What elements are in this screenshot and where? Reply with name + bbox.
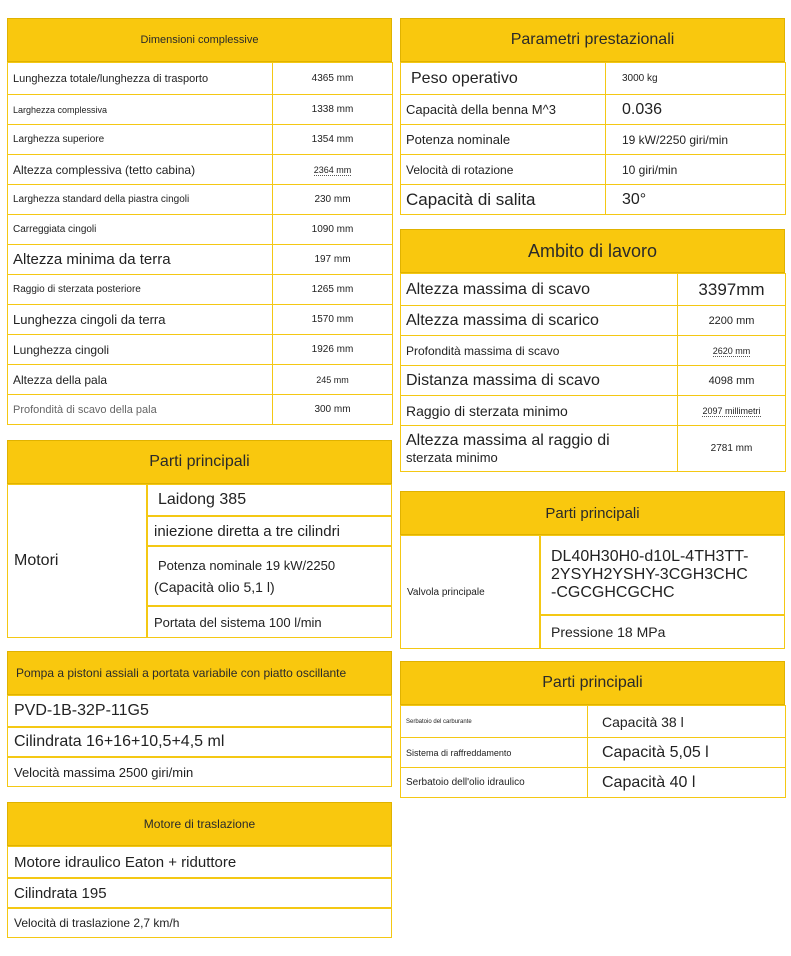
row-value: 1570 mm [273, 305, 393, 335]
parti-motori-panel [7, 440, 392, 638]
row-label: Peso operativo [401, 63, 606, 95]
row-label: Altezza massima di scavo [401, 274, 678, 306]
row-value: 300 mm [273, 395, 393, 425]
traslazione-item: Cilindrata 195 [7, 878, 392, 908]
row-value: 1265 mm [273, 275, 393, 305]
row-value: 0.036 [606, 95, 786, 125]
table-row [401, 336, 786, 366]
dimensioni-table [7, 62, 393, 425]
table-row [401, 706, 786, 738]
table-row [8, 185, 393, 215]
motori-item: Potenza nominale 19 kW/2250 [158, 557, 336, 573]
row-label: Carreggiata cingoli [8, 215, 273, 245]
pompa-item: Velocità massima 2500 giri/min [7, 757, 392, 787]
table-row [8, 245, 393, 275]
traslazione-item: Motore idraulico Eaton + riduttore [7, 846, 392, 878]
row-label: Lunghezza totale/lunghezza di trasporto [8, 63, 273, 95]
row-label: Altezza della pala [8, 365, 273, 395]
table-row [8, 275, 393, 305]
row-label: Lunghezza cingoli da terra [8, 305, 273, 335]
row-value: 3397mm [678, 274, 786, 306]
motori-item: Portata del sistema 100 l/min [147, 606, 392, 638]
row-label-line1: Altezza massima al raggio di [406, 432, 610, 449]
row-value: 245 mm [273, 365, 393, 395]
row-label: Raggio di sterzata minimo [401, 396, 678, 426]
ambito-table [400, 273, 786, 472]
row-value: 1090 mm [273, 215, 393, 245]
parti-valvola-panel [400, 491, 785, 649]
table-row [401, 63, 786, 95]
table-row [401, 155, 786, 185]
parti-serbatoi-panel [400, 661, 785, 798]
row-label: Larghezza standard della piastra cingoli [8, 185, 273, 215]
motori-item: Laidong 385 [147, 484, 392, 516]
row-value: Capacità 38 l [588, 706, 786, 738]
row-label: Potenza nominale [401, 125, 606, 155]
row-value: 2200 mm [678, 306, 786, 336]
table-row [8, 365, 393, 395]
row-value: 2097 millimetri [702, 405, 761, 416]
table-row [401, 768, 786, 798]
row-label-line2: sterzata minimo [406, 450, 498, 465]
valvola-pressure: Pressione 18 MPa [540, 615, 785, 649]
table-row [8, 63, 393, 95]
row-value: 19 kW/2250 giri/min [606, 125, 786, 155]
prestazioni-table [400, 62, 786, 215]
serbatoi-table [400, 705, 786, 798]
row-value: 4365 mm [273, 63, 393, 95]
row-value: 4098 mm [678, 366, 786, 396]
table-row [401, 185, 786, 215]
traslazione-panel [7, 802, 392, 938]
motori-item: iniezione diretta a tre cilindri [147, 516, 392, 546]
table-row [8, 215, 393, 245]
row-label: Capacità della benna M^3 [401, 95, 606, 125]
table-row [8, 125, 393, 155]
row-value: Capacità 40 l [588, 768, 786, 798]
parti-valvola-title: Parti principali [400, 491, 785, 535]
prestazioni-title: Parametri prestazionali [400, 18, 785, 62]
row-value: 1338 mm [273, 95, 393, 125]
dimensioni-panel [7, 18, 392, 425]
row-label: Larghezza complessiva [8, 95, 273, 125]
row-value: 197 mm [273, 245, 393, 275]
row-label: Altezza minima da terra [8, 245, 273, 275]
motori-label: Motori [7, 484, 147, 638]
traslazione-item: Velocità di traslazione 2,7 km/h [7, 908, 392, 938]
table-row [8, 395, 393, 425]
row-value: 2620 mm [712, 345, 751, 356]
row-label: Profondità massima di scavo [401, 336, 678, 366]
table-row [401, 125, 786, 155]
table-row [8, 155, 393, 185]
valvola-code-line: DL40H30H0-d10L-4TH3TT- [551, 548, 749, 565]
row-label: Raggio di sterzata posteriore [8, 275, 273, 305]
table-row [8, 335, 393, 365]
row-value: Capacità 5,05 l [588, 738, 786, 768]
row-label: Sistema di raffreddamento [401, 738, 588, 768]
row-value: 3000 kg [606, 63, 786, 95]
table-row [401, 274, 786, 306]
row-label: Serbatoio dell'olio idraulico [401, 768, 588, 798]
row-value: 10 giri/min [606, 155, 786, 185]
table-row [401, 738, 786, 768]
table-row [401, 366, 786, 396]
valvola-code-line: -CGCGHCGCHC [551, 584, 675, 601]
row-label: Profondità di scavo della pala [8, 395, 273, 425]
dimensioni-title: Dimensioni complessive [7, 18, 392, 62]
row-value: 1926 mm [273, 335, 393, 365]
table-row [8, 95, 393, 125]
ambito-panel [400, 229, 785, 472]
row-label: Velocità di rotazione [401, 155, 606, 185]
table-row [8, 305, 393, 335]
prestazioni-panel [400, 18, 785, 215]
row-label: Distanza massima di scavo [401, 366, 678, 396]
row-label: Altezza massima di scarico [401, 306, 678, 336]
table-row [401, 95, 786, 125]
parti-motori-title: Parti principali [7, 440, 392, 484]
pompa-item: PVD-1B-32P-11G5 [7, 695, 392, 727]
parti-serbatoi-title: Parti principali [400, 661, 785, 705]
motori-item: (Capacità olio 5,1 l) [154, 578, 275, 595]
valvola-label: Valvola principale [400, 535, 540, 649]
row-value: 230 mm [273, 185, 393, 215]
row-value: 1354 mm [273, 125, 393, 155]
table-row [401, 396, 786, 426]
ambito-title: Ambito di lavoro [400, 229, 785, 273]
row-label: Lunghezza cingoli [8, 335, 273, 365]
row-label: Larghezza superiore [8, 125, 273, 155]
table-row [401, 306, 786, 336]
pompa-item: Cilindrata 16+16+10,5+4,5 ml [7, 727, 392, 757]
row-value: 2364 mm [313, 164, 352, 175]
pompa-title: Pompa a pistoni assiali a portata variabile con piatto oscillante [7, 651, 392, 695]
table-row [401, 426, 786, 472]
valvola-code-line: 2YSYH2YSHY-3CGH3CHC [551, 566, 748, 583]
row-label: Altezza complessiva (tetto cabina) [8, 155, 273, 185]
row-label: Serbatoio del carburante [401, 706, 588, 738]
pompa-panel [7, 651, 392, 787]
row-value: 30° [606, 185, 786, 215]
row-label: Capacità di salita [401, 185, 606, 215]
row-value: 2781 mm [678, 426, 786, 472]
traslazione-title: Motore di traslazione [7, 802, 392, 846]
